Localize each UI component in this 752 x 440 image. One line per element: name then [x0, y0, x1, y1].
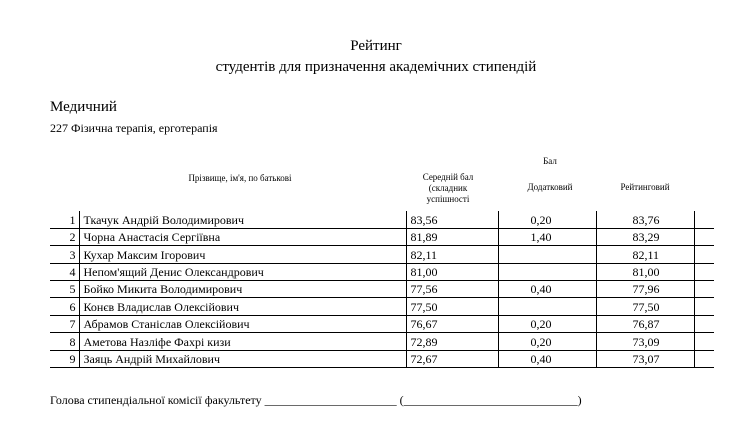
table-row-end [694, 298, 714, 315]
table-row [50, 211, 714, 228]
table-row-end [694, 228, 714, 245]
row-number: 8 [50, 333, 79, 350]
average-score: 72,89 [406, 333, 498, 350]
average-score: 77,50 [406, 298, 498, 315]
header-additional: Додатковий [527, 182, 573, 192]
additional-score: 1,40 [498, 228, 596, 245]
additional-score: 0,20 [498, 315, 596, 332]
average-score: 83,56 [406, 211, 498, 228]
row-number: 1 [50, 211, 79, 228]
rating-score: 73,09 [596, 333, 694, 350]
additional-score [498, 263, 596, 280]
row-number: 7 [50, 315, 79, 332]
document-title: Рейтинг [350, 38, 402, 54]
table-row [50, 333, 714, 350]
row-number: 4 [50, 263, 79, 280]
student-name: Непом'ящий Денис Олександрович [79, 263, 406, 280]
rating-score: 81,00 [596, 263, 694, 280]
additional-score: 0,40 [498, 281, 596, 298]
rating-score: 83,29 [596, 228, 694, 245]
row-number: 5 [50, 281, 79, 298]
average-score: 81,89 [406, 228, 498, 245]
table-row [50, 281, 714, 298]
table-row-end [694, 350, 714, 367]
table-row-end [694, 263, 714, 280]
header-average [408, 172, 488, 205]
rating-score: 76,87 [596, 315, 694, 332]
table-row-end [694, 211, 714, 228]
additional-score: 0,20 [498, 211, 596, 228]
average-score: 82,11 [406, 246, 498, 263]
faculty-name: Медичний [50, 99, 117, 115]
student-name: Ткачук Андрій Володимирович [79, 211, 406, 228]
student-name: Конєв Владислав Олексійович [79, 298, 406, 315]
table-row [50, 263, 714, 280]
row-number: 9 [50, 350, 79, 367]
table-row [50, 350, 714, 367]
additional-score [498, 298, 596, 315]
rating-table-body [50, 211, 714, 368]
table-row [50, 315, 714, 332]
row-number: 3 [50, 246, 79, 263]
additional-score: 0,40 [498, 350, 596, 367]
header-rating: Рейтинговий [620, 182, 670, 192]
header-name: Прізвище, ім'я, по батькові [188, 173, 292, 183]
rating-score: 77,96 [596, 281, 694, 298]
header-score-group: Бал [543, 156, 557, 166]
student-name: Кухар Максим Ігорович [79, 246, 406, 263]
student-name: Аметова Назліфе Фахрі кизи [79, 333, 406, 350]
header-average-line1: Середній бал [422, 172, 474, 182]
student-name: Чорна Анастасія Сергіївна [79, 228, 406, 245]
rating-score: 73,07 [596, 350, 694, 367]
row-number: 6 [50, 298, 79, 315]
header-average-line2: (складник [428, 183, 468, 193]
document-subtitle: студентів для призначення академічних стипендій [215, 59, 537, 75]
additional-score [498, 246, 596, 263]
table-row [50, 246, 714, 263]
header-average-line3: успішності [426, 194, 470, 204]
table-row-end [694, 246, 714, 263]
student-name: Абрамов Станіслав Олексійович [79, 315, 406, 332]
student-name: Заяць Андрій Михайлович [79, 350, 406, 367]
average-score: 81,00 [406, 263, 498, 280]
table-row [50, 228, 714, 245]
average-score: 76,67 [406, 315, 498, 332]
rating-score: 83,76 [596, 211, 694, 228]
average-score: 72,67 [406, 350, 498, 367]
rating-table [50, 211, 714, 368]
average-score: 77,56 [406, 281, 498, 298]
signature-line: Голова стипендіальної комісії факультету ______________________ (_____________________________) [50, 393, 582, 407]
row-number: 2 [50, 228, 79, 245]
student-name: Бойко Микита Володимирович [79, 281, 406, 298]
table-row-end [694, 281, 714, 298]
table-row-end [694, 315, 714, 332]
rating-score: 77,50 [596, 298, 694, 315]
table-row-end [694, 333, 714, 350]
additional-score: 0,20 [498, 333, 596, 350]
specialty-name: 227 Фізична терапія, ерготерапія [50, 121, 218, 135]
table-row [50, 298, 714, 315]
rating-score: 82,11 [596, 246, 694, 263]
